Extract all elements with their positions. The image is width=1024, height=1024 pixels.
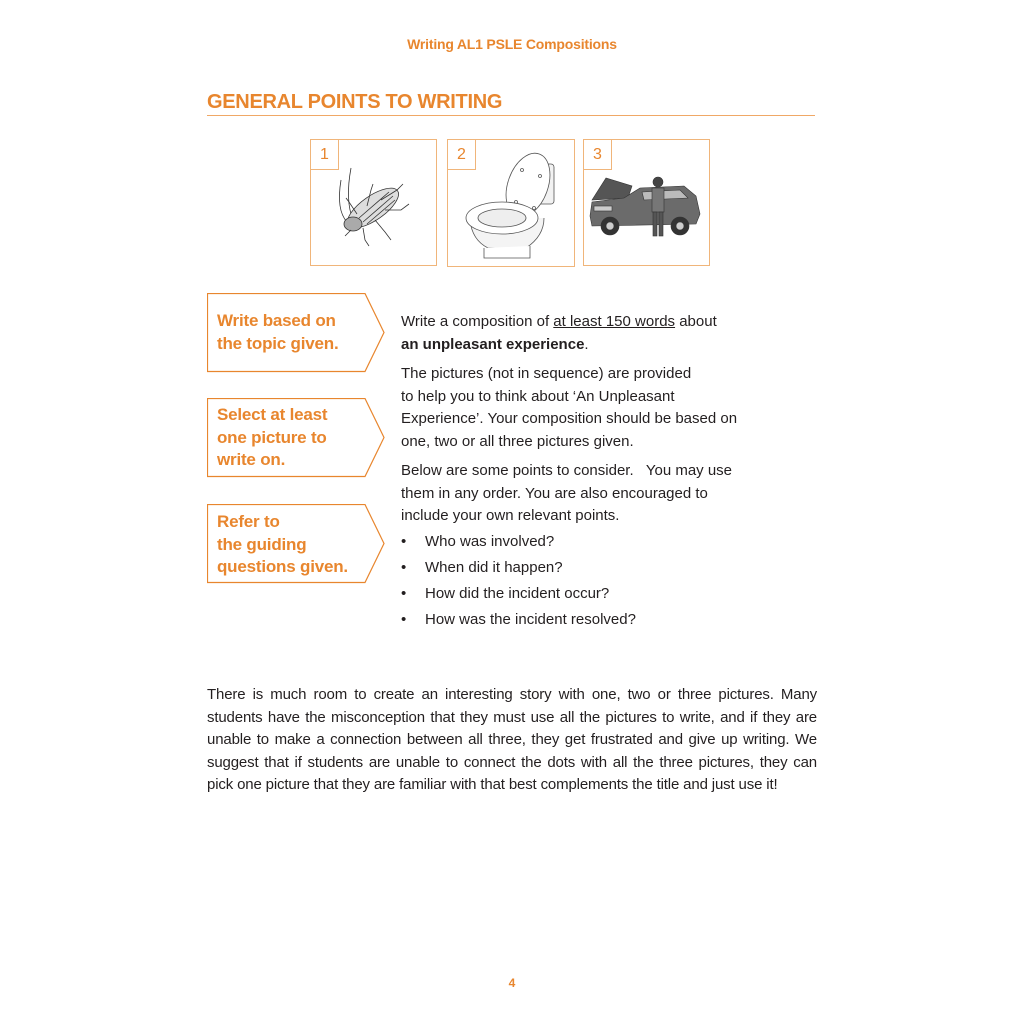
running-header: Writing AL1 PSLE Compositions <box>407 36 617 52</box>
list-item: • When did it happen? <box>401 557 771 583</box>
instruction-paragraph-3: Below are some points to consider. You may use them in any order. You are also encouraged to include your own relevant points. <box>401 462 733 524</box>
list-item: • Who was involved? <box>401 531 771 557</box>
callout-topic <box>207 293 385 373</box>
callout-select-picture <box>207 398 385 478</box>
composition-topic: an unpleasant experience <box>401 335 585 353</box>
instruction-paragraph-2: The pictures (not in sequence) are provided to help you to think about ‘An Unpleasant Experience’. Your composition should be based on one, two or all three pictures given. <box>401 365 738 450</box>
composition-instructions <box>401 311 771 635</box>
picture-2-toilet <box>447 139 575 267</box>
body-paragraph: There is much room to create an interesting story with one, two or three pictures. Many students have the misconception that they must use all the pictures to write, and if they are unable to make a connection between all three, they get frustrated and give up writing. We suggest that if students are unable to connect the dots with all the three pictures, they can pick one picture that they are familiar with that best complements the title and just use it! <box>207 686 817 793</box>
callout-text: Write based on the topic given. <box>217 311 339 353</box>
guiding-questions-list <box>401 531 771 635</box>
page-number: 4 <box>508 976 516 990</box>
callout-text: Select at least one picture to write on. <box>217 405 328 469</box>
callout-text: Refer to the guiding questions given. <box>217 512 348 576</box>
list-item: • How was the incident resolved? <box>401 609 771 635</box>
picture-3-car <box>583 139 710 266</box>
picture-1-cockroach <box>310 139 437 266</box>
callout-guiding-questions <box>207 504 385 584</box>
instruction-paragraph-1: Write a composition of at least 150 words about an unpleasant experience. <box>401 313 717 353</box>
picture-number: 3 <box>584 140 612 170</box>
picture-number: 2 <box>448 140 476 170</box>
list-item: • How did the incident occur? <box>401 583 771 609</box>
picture-number: 1 <box>311 140 339 170</box>
section-title: GENERAL POINTS TO WRITING <box>207 90 815 116</box>
word-count-requirement: at least 150 words <box>553 313 676 330</box>
